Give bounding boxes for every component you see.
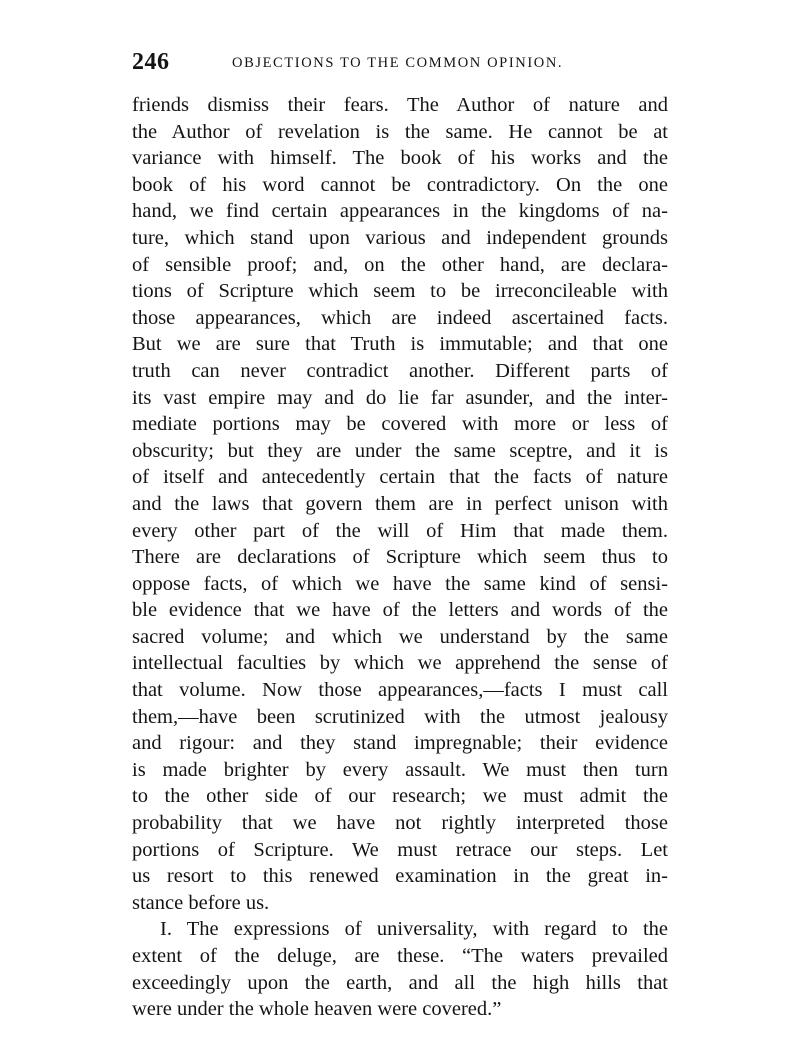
text-line: the Author of revelation is the same. He cannot be at [132,120,668,143]
text-line: variance with himself. The book of his works and the [132,147,668,170]
text-line: book of his word cannot be contradictory. On the one [132,173,668,196]
text-line: is made brighter by every assault. We must then turn [132,758,668,781]
text-line: every other part of the will of Him that made them. [132,519,668,542]
text-line: obscurity; but they are under the same sceptre, and it is [132,439,668,462]
text-line: them,—have been scrutinized with the utmost jealousy [132,705,668,728]
text-line: and the laws that govern them are in perfect unison with [132,492,668,515]
text-line: of itself and antecedently certain that the facts of nature [132,466,668,489]
text-line: those appearances, which are indeed ascertained facts. [132,306,668,329]
text-line: exceedingly upon the earth, and all the high hills that [132,971,668,994]
text-line: and rigour: and they stand impregnable; their evidence [132,732,668,755]
paragraph [132,916,668,1022]
text-line: us resort to this renewed examination in the great in- [132,865,668,888]
text-line: truth can never contradict another. Different parts of [132,359,668,382]
text-line: to the other side of our research; we must admit the [132,785,668,808]
running-title: OBJECTIONS TO THE COMMON OPINION. [232,55,564,71]
text-line: I. The expressions of universality, with regard to the [160,918,668,941]
running-head [132,50,668,74]
text-line: portions of Scripture. We must retrace our steps. Let [132,838,668,861]
text-line: were under the whole heaven were covered.” [132,998,502,1021]
text-line: But we are sure that Truth is immutable; and that one [132,333,668,356]
text-line: friends dismiss their fears. The Author of nature and [132,94,668,116]
body-text [132,92,668,1023]
text-line: There are declarations of Scripture which seem thus to [132,546,668,569]
text-line: ble evidence that we have of the letters and words of the [132,599,668,622]
paragraph [132,92,668,916]
text-line: tions of Scripture which seem to be irreconcileable with [132,280,668,303]
text-line: that volume. Now those appearances,—facts I must call [132,679,668,702]
text-line: ture, which stand upon various and independent grounds [132,226,668,249]
text-line: mediate portions may be covered with more or less of [132,413,668,436]
text-line: hand, we find certain appearances in the kingdoms of na- [132,200,668,223]
text-line: oppose facts, of which we have the same kind of sensi- [132,572,668,595]
text-line: sacred volume; and which we understand by the same [132,625,668,648]
text-line: extent of the deluge, are these. “The waters prevailed [132,945,668,967]
text-line: its vast empire may and do lie far asunder, and the inter- [132,386,668,409]
text-line: of sensible proof; and, on the other hand, are declara- [132,253,668,276]
page-number: 246 [132,49,170,75]
text-line: stance before us. [132,891,270,914]
text-line: probability that we have not rightly interpreted those [132,812,668,835]
text-line: intellectual faculties by which we apprehend the sense of [132,652,668,675]
